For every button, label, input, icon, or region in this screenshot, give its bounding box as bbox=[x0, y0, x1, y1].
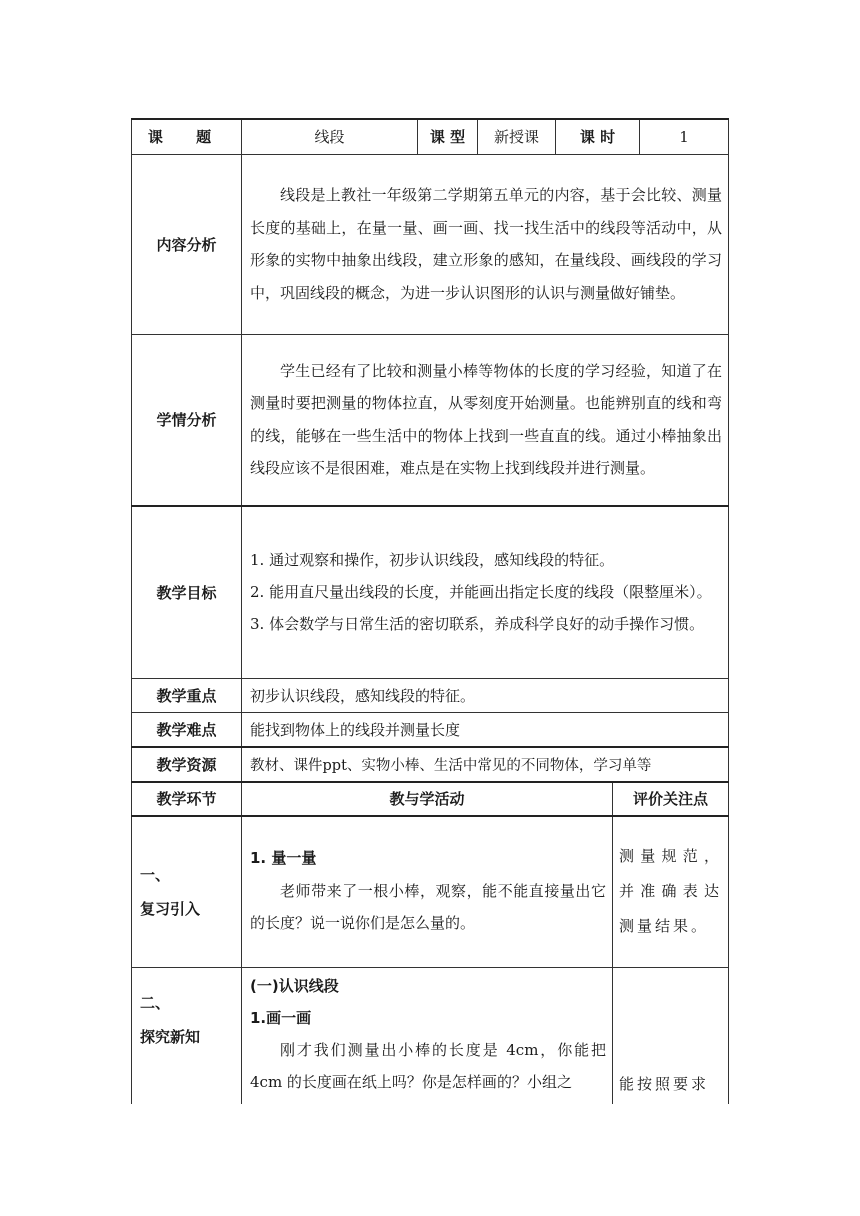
stage-name: 复习引入 bbox=[140, 899, 201, 918]
activity-heading: 1.画一画 bbox=[250, 1009, 312, 1027]
difficulty-row bbox=[132, 712, 729, 747]
stage-row bbox=[132, 816, 729, 968]
key-point-label: 教学重点 bbox=[132, 678, 242, 712]
stage-name: 探究新知 bbox=[140, 1028, 201, 1046]
topic-label: 课 题 bbox=[132, 119, 242, 154]
stage-header: 教学环节 bbox=[132, 782, 242, 816]
student-analysis-label: 学情分析 bbox=[132, 334, 242, 506]
type-value: 新授课 bbox=[478, 119, 556, 154]
content-analysis-label: 内容分析 bbox=[132, 154, 242, 334]
stage-number: 二、 bbox=[140, 994, 171, 1012]
stage-row bbox=[132, 968, 729, 1105]
header-row bbox=[132, 119, 729, 154]
resources-text: 教材、课件ppt、实物小棒、生活中常见的不同物体，学习单等 bbox=[242, 747, 729, 782]
activity-header: 教与学活动 bbox=[242, 782, 613, 816]
topic-value: 线段 bbox=[242, 119, 418, 154]
objective-item: 1. 通过观察和操作，初步认识线段，感知线段的特征。 bbox=[250, 551, 615, 570]
resources-row bbox=[132, 747, 729, 782]
student-analysis-text: 学生已经有了比较和测量小棒等物体的长度的学习经验，知道了在测量时要把测量的物体拉直，从零刻度开始测量。也能辨别直的线和弯的线，能够在一些生活中的物体上找到一些直直的线。通过小棒抽象出线段应该不是很困难，难点是在实物上找到线段并进行测量。 bbox=[250, 361, 723, 478]
process-header-row bbox=[132, 782, 729, 816]
hours-value: 1 bbox=[640, 119, 729, 154]
objective-item: 3. 体会数学与日常生活的密切联系，养成科学良好的动手操作习惯。 bbox=[250, 615, 705, 634]
content-analysis-text: 线段是上教社一年级第二学期第五单元的内容，基于会比较、测量长度的基础上，在量一量、画一画、找一找生活中的线段等活动中，从形象的实物中抽象出线段，建立形象的感知，在量线段、画线段的学习中，巩固线段的概念，为进一步认识图形的认识与测量做好铺垫。 bbox=[250, 186, 723, 302]
section-heading: (一)认识线段 bbox=[250, 977, 339, 995]
key-point-text: 初步认识线段，感知线段的特征。 bbox=[242, 678, 729, 712]
lesson-plan-table bbox=[131, 118, 729, 1104]
content-analysis-row bbox=[132, 154, 729, 334]
activity-heading: 1. 量一量 bbox=[250, 849, 317, 867]
activity-text: 刚才我们测量出小棒的长度是 4cm，你能把 4cm 的长度画在纸上吗？你是怎样画的？小组之 bbox=[250, 1041, 606, 1091]
objective-item: 2. 能用直尺量出线段的长度，并能画出指定长度的线段（限整厘米）。 bbox=[250, 583, 712, 602]
key-point-row bbox=[132, 678, 729, 712]
stage-number: 一、 bbox=[140, 865, 171, 884]
lesson-plan-sheet bbox=[131, 118, 728, 1104]
resources-label: 教学资源 bbox=[132, 747, 242, 782]
type-label: 课 型 bbox=[418, 119, 478, 154]
activity-text: 老师带来了一根小棒，观察，能不能直接量出它的长度？说一说你们是怎么量的。 bbox=[250, 881, 606, 932]
evaluation-text: 测量规范，并准确表达测量结果。 bbox=[613, 816, 729, 968]
student-analysis-row bbox=[132, 334, 729, 506]
difficulty-text: 能找到物体上的线段并测量长度 bbox=[242, 712, 729, 747]
objectives-label: 教学目标 bbox=[132, 506, 242, 678]
evaluation-text: 能按照要求 bbox=[613, 968, 729, 1105]
difficulty-label: 教学难点 bbox=[132, 712, 242, 747]
evaluation-header: 评价关注点 bbox=[613, 782, 729, 816]
objectives-row bbox=[132, 506, 729, 678]
hours-label: 课 时 bbox=[556, 119, 640, 154]
